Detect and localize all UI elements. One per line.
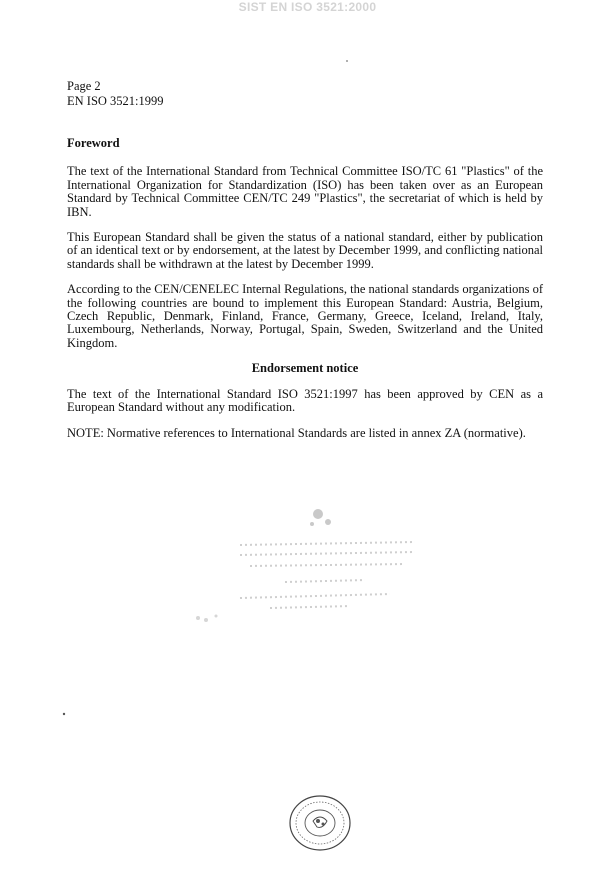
- foreword-paragraph-2: This European Standard shall be given the status of a national standard, either by publication of an identical text or by endorsement, at the latest by December 1999, and conflicting national standards shall be withdrawn at the latest by December 1999.: [67, 230, 543, 271]
- page-header: [67, 79, 164, 109]
- foreword-paragraph-3: According to the CEN/CENELEC Internal Regulations, the national standards organizations of the following countries are bound to implement this European Standard: Austria, Belgium, Czech Republic, Denmark, Finland, France, Germany, Greece, Iceland, Ireland, Italy, Luxembourg, Netherlands, Norway, Portugal, Spain, Sweden, Switzerland and the United Kingdom.: [67, 282, 543, 350]
- foreword-title: Foreword: [67, 136, 120, 150]
- page-number: Page 2: [67, 79, 101, 93]
- foreword-paragraph-1: The text of the International Standard from Technical Committee ISO/TC 61 "Plastics" of the International Organization for Standardization (ISO) has been taken over as an European Standard by Technical Committee CEN/TC 249 "Plastics", the secretariat of which is held by IBN.: [67, 164, 543, 219]
- stray-mark: [344, 58, 350, 64]
- endorsement-note: NOTE: Normative references to International Standards are listed in annex ZA (normative).: [67, 425, 526, 440]
- watermark-header: SIST EN ISO 3521:2000: [238, 0, 377, 14]
- stray-mark: [60, 710, 68, 718]
- faded-stamp-smudge: [190, 500, 425, 630]
- endorsement-paragraph-1: The text of the International Standard ISO 3521:1997 has been approved by CEN as a European Standard without any modification.: [67, 386, 543, 415]
- standard-id: EN ISO 3521:1999: [67, 94, 164, 108]
- endorsement-title: Endorsement notice: [251, 361, 359, 376]
- document-body: [67, 137, 543, 452]
- round-seal-icon: [287, 793, 353, 853]
